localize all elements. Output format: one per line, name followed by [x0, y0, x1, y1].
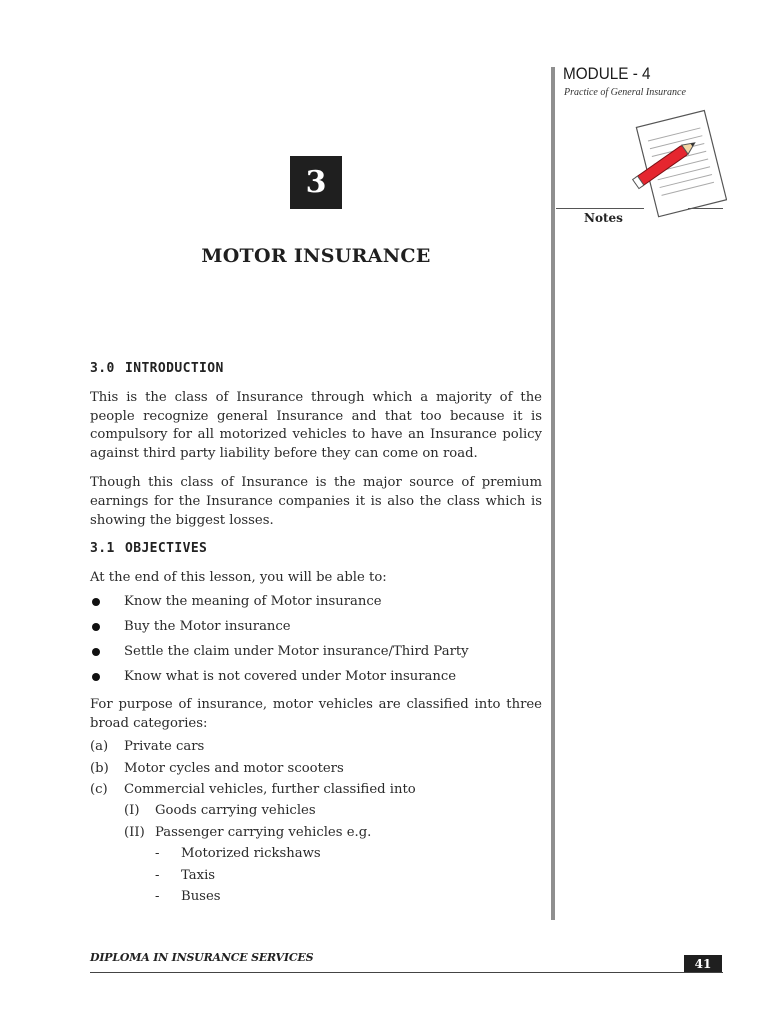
objectives-lead: At the end of this lesson, you will be able to: [90, 570, 387, 586]
section-number: 3.1 [90, 541, 115, 557]
objectives-list [90, 593, 542, 687]
list-item [124, 824, 542, 843]
list-item-text: Know the meaning of Motor insurance [124, 593, 382, 609]
chapter-number: 3 [290, 156, 342, 209]
notes-pencil-icon [625, 108, 727, 223]
list-item [90, 618, 542, 637]
list-marker: - [155, 867, 160, 883]
main-content [90, 360, 542, 909]
chapter-title: MOTOR INSURANCE [201, 245, 431, 267]
list-marker: (c) [90, 782, 108, 798]
list-item-text: Settle the claim under Motor insurance/Third Party [124, 643, 469, 659]
section-heading-objectives [90, 540, 542, 559]
section-number: 3.0 [90, 361, 115, 376]
bullet-icon [92, 673, 100, 681]
list-item-text: Passenger carrying vehicles e.g. [155, 824, 372, 840]
list-item [90, 781, 542, 800]
bullet-icon [92, 598, 100, 606]
list-item [124, 802, 542, 821]
intro-paragraph: This is the class of Insurance through which a majority of the people recognize general Insurance and that too because it is compulsory for all motorized vehicles to have an Insurance policy against third party liability before they can come on road. [90, 389, 542, 462]
notes-rule-left [556, 208, 644, 209]
commercial-vehicle-types [90, 802, 542, 842]
list-item-text: Buy the Motor insurance [124, 618, 291, 634]
list-item-text: Commercial vehicles, further classified into [124, 782, 416, 798]
section-title: INTRODUCTION [125, 361, 224, 376]
list-marker: (a) [90, 739, 109, 755]
list-item-text: Know what is not covered under Motor insurance [124, 668, 457, 684]
list-item-text: Buses [181, 889, 221, 905]
list-item-text: Motor cycles and motor scooters [124, 760, 344, 776]
page-number: 41 [684, 955, 722, 972]
list-item [90, 738, 542, 757]
module-subtitle: Practice of General Insurance [564, 87, 686, 98]
list-item-text: Motorized rickshaws [181, 846, 321, 862]
list-marker: - [155, 846, 160, 862]
list-item-text: Private cars [124, 739, 205, 755]
list-item-text: Goods carrying vehicles [155, 803, 316, 819]
list-item [90, 593, 542, 612]
list-item [90, 760, 542, 779]
sidebar-divider [551, 67, 555, 920]
section-title: OBJECTIVES [125, 541, 208, 557]
list-item [155, 867, 542, 886]
list-marker: (I) [124, 803, 140, 819]
list-item-text: Taxis [181, 867, 216, 883]
module-label: MODULE - 4 [563, 64, 651, 83]
footer-divider [90, 972, 723, 973]
list-item [155, 888, 542, 907]
notes-rule-right [688, 208, 723, 209]
classification-paragraph: For purpose of insurance, motor vehicles are classified into three broad categories: [90, 696, 542, 731]
bullet-icon [92, 648, 100, 656]
list-item [155, 845, 542, 864]
list-item [90, 668, 542, 687]
bullet-icon [92, 623, 100, 631]
list-marker: (II) [124, 824, 145, 840]
list-item [90, 643, 542, 662]
footer-title: DIPLOMA IN INSURANCE SERVICES [90, 951, 314, 964]
intro-paragraph: Though this class of Insurance is the major source of premium earnings for the Insurance companies it is also the class which is showing the biggest losses. [90, 474, 542, 528]
vehicle-categories [90, 738, 542, 800]
section-heading-introduction [90, 360, 542, 379]
list-marker: - [155, 889, 160, 905]
passenger-vehicle-examples [90, 845, 542, 907]
notes-label: Notes [584, 211, 623, 225]
list-marker: (b) [90, 760, 109, 776]
